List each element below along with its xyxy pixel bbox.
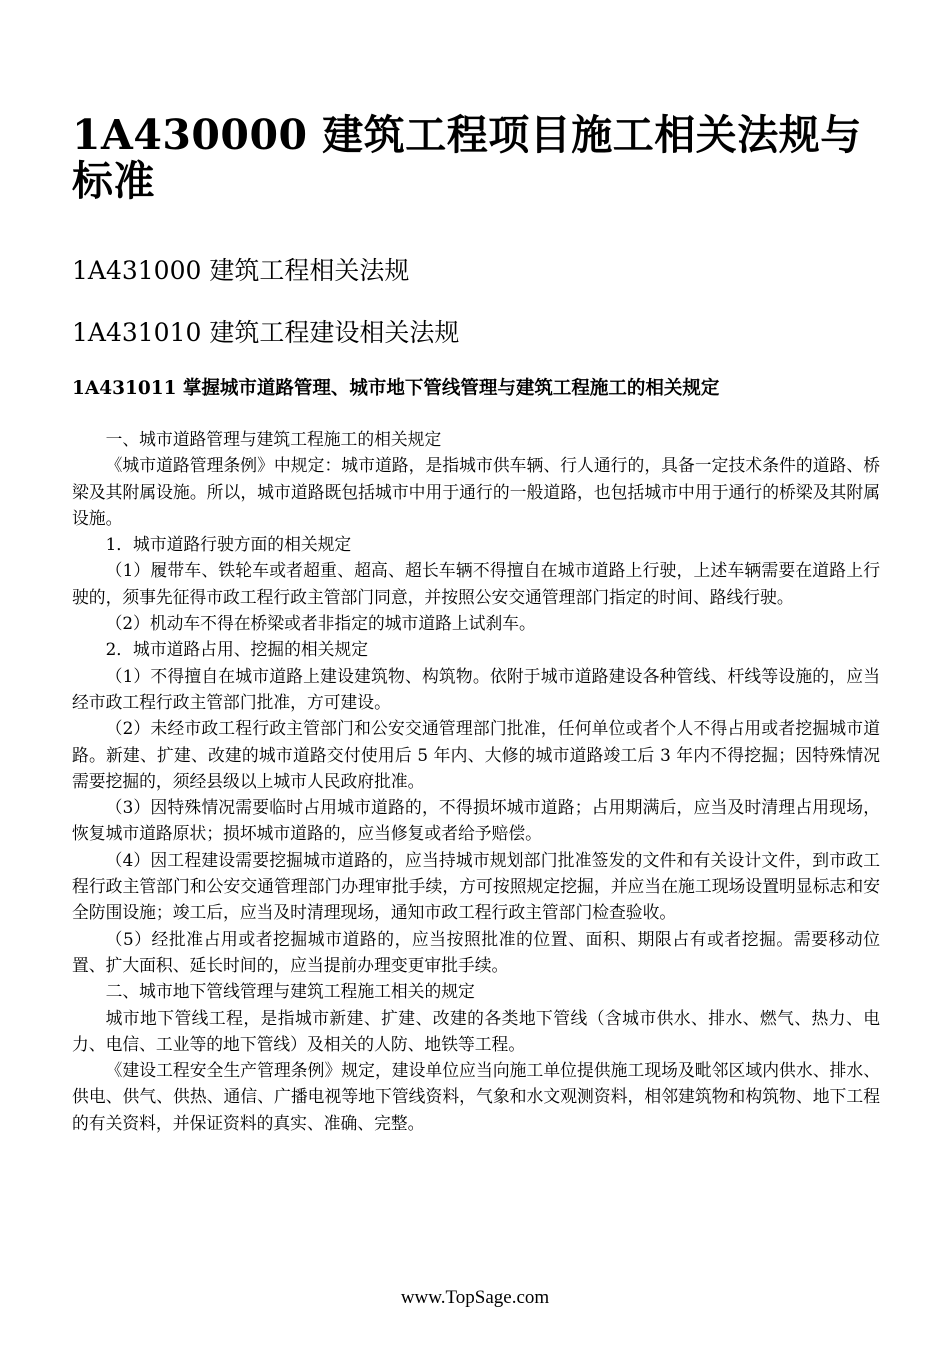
footer-url[interactable]: www.TopSage.com (400, 1287, 550, 1308)
paragraph: （5）经批准占用或者挖掘城市道路的，应当按照批准的位置、面积、期限占有或者挖掘。需要移动位置、扩大面积、延长时间的，应当提前办理变更审批手续。 (72, 928, 880, 975)
paragraph-heading-2: 二、城市地下管线管理与建筑工程施工相关的规定 (105, 981, 475, 1002)
paragraph: 《建设工程安全生产管理条例》规定，建设单位应当向施工单位提供施工现场及毗邻区域内供水、排水、供电、供气、供热、通信、广播电视等地下管线资料，气象和水文观测资料，相邻建筑物和构筑物、地下工程的有关资料，并保证资料的真实、准确、完整。 (72, 1060, 880, 1133)
body-text (72, 426, 880, 1136)
paragraph: 城市地下管线工程，是指城市新建、扩建、改建的各类地下管线（含城市供水、排水、燃气、热力、电力、电信、工业等的地下管线）及相关的人防、地铁等工程。 (72, 1007, 880, 1054)
paragraph-subheading-1: 1．城市道路行驶方面的相关规定 (105, 534, 352, 555)
topic-heading: 1A431011 掌握城市道路管理、城市地下管线管理与建筑工程施工的相关规定 (72, 378, 720, 399)
paragraph: （4）因工程建设需要挖掘城市道路的，应当持城市规划部门批准签发的文件和有关设计文件，到市政工程行政主管部门和公安交通管理部门办理审批手续，方可按照规定挖掘，并应当在施工现场设置明显标志和安全防围设施；竣工后，应当及时清理现场，通知市政工程行政主管部门检查验收。 (72, 849, 880, 923)
paragraph-heading-1: 一、城市道路管理与建筑工程施工的相关规定 (105, 429, 442, 449)
paragraph: （2）未经市政工程行政主管部门和公安交通管理部门批准，任何单位或者个人不得占用或者挖掘城市道路。新建、扩建、改建的城市道路交付使用后 5 年内、大修的城市道路竣工后 3 年内不得挖掘；因特殊情况需要挖掘的，须经县级以上城市人民政府批准。 (72, 718, 880, 791)
document-title: 1A430000 建筑工程项目施工相关法规与标准 (72, 111, 862, 205)
paragraph: 《城市道路管理条例》中规定：城市道路，是指城市供车辆、行人通行的，具备一定技术条件的道路、桥梁及其附属设施。所以，城市道路既包括城市中用于通行的一般道路，也包括城市中用于通行的桥梁及其附属设施。 (72, 455, 880, 528)
paragraph-subheading-2: 2．城市道路占用、挖掘的相关规定 (105, 639, 368, 660)
paragraph: （2）机动车不得在桥梁或者非指定的城市道路上试刹车。 (105, 613, 536, 634)
section-heading: 1A431000 建筑工程相关法规 (72, 256, 410, 285)
paragraph: （1）履带车、铁轮车或者超重、超高、超长车辆不得擅自在城市道路上行驶，上述车辆需要在道路上行驶的，须事先征得市政工程行政主管部门同意，并按照公安交通管理部门指定的时间、路线行驶。 (72, 560, 880, 607)
subsection-heading: 1A431010 建筑工程建设相关法规 (72, 318, 460, 347)
paragraph: （1）不得擅自在城市道路上建设建筑物、构筑物。依附于城市道路建设各种管线、杆线等设施的，应当经市政工程行政主管部门批准，方可建设。 (72, 665, 880, 712)
paragraph: （3）因特殊情况需要临时占用城市道路的，不得损坏城市道路；占用期满后，应当及时清理占用现场，恢复城市道路原状；损坏城市道路的，应当修复或者给予赔偿。 (72, 797, 880, 844)
